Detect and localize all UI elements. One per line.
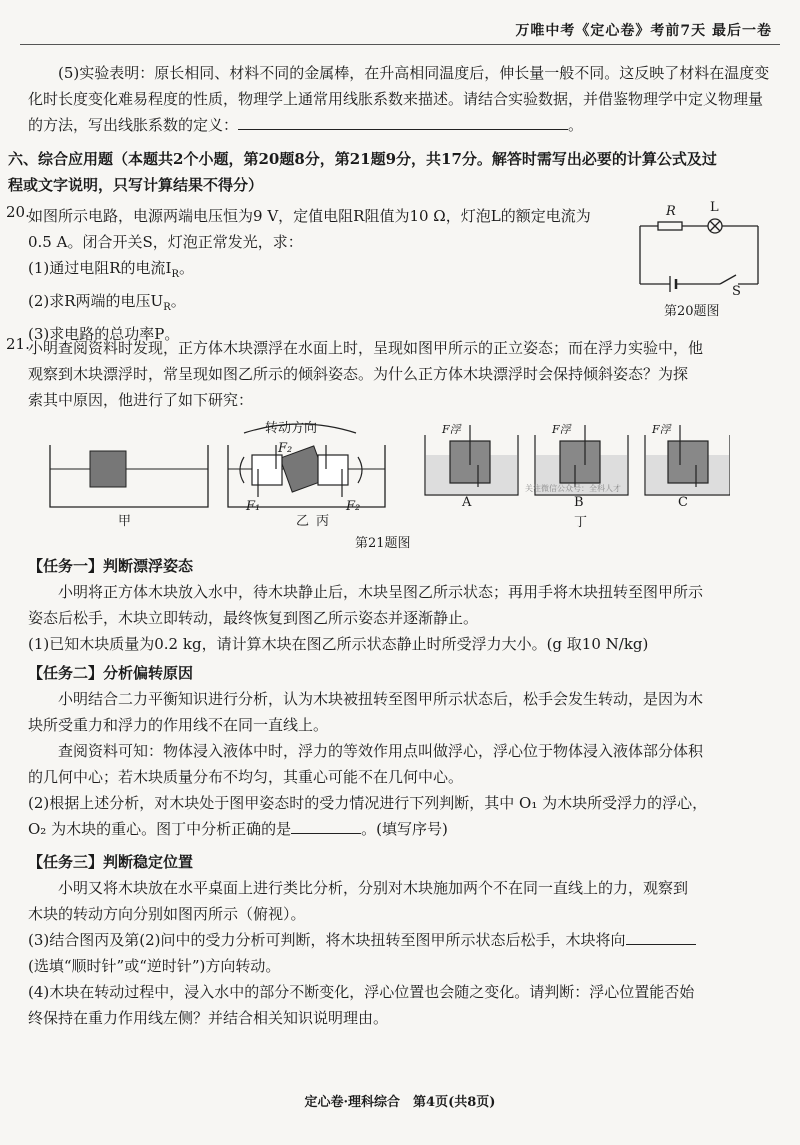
task3-title: 【任务三】判断稳定位置 [28, 853, 194, 871]
q19-part5-text: (5)实验表明：原长相同、材料不同的金属棒，在升高相同温度后，伸长量一般不同。这反映了材料在温度变化时长度变化难易程度的性质，物理学上通常用线胀系数来描述。请结合实验数据，并借鉴物理学中定义物理量的方法，写出线胀系数的定义： [28, 64, 770, 134]
q19-part5-end: 。 [568, 116, 584, 134]
watermark: 关注微信公众号：全科人才 [525, 484, 621, 493]
task2-title: 【任务二】分析偏转原因 [28, 664, 194, 682]
q20-line1: 如图所示电路，电源两端电压恒为9 V，定值电阻R阻值为10 Ω，灯泡L的额定电流为 [28, 207, 591, 225]
q21-line1: 小明查阅资料时发现，正方体木块漂浮在水面上时，呈现如图甲所示的正立姿态；而在浮力实验中，他 [28, 339, 704, 357]
page-header: 万唯中考《定心卷》考前7天 最后一卷 [515, 23, 772, 39]
q20-number: 20. [6, 203, 30, 221]
task2-q2b: O₂ 为木块的重心。图丁中分析正确的是 。(填写序号) [28, 816, 776, 842]
label-A: A [462, 495, 472, 510]
label-F-buoy-A: F浮 [442, 423, 461, 436]
q20-caption: 第20题图 [664, 304, 720, 319]
task1-p2: 姿态后松手，木块立即转动，最终恢复到图乙所示姿态并逐渐静止。 [28, 609, 479, 627]
q19-part5 [28, 60, 776, 138]
task2-answer-blank[interactable] [291, 817, 361, 834]
resistor-R [658, 222, 682, 230]
label-F-buoy-B: F浮 [552, 423, 571, 436]
label-ding: 丁 [574, 515, 588, 530]
header-divider [20, 44, 780, 45]
beaker-jia [50, 445, 208, 507]
label-C: C [678, 495, 688, 510]
switch-S [720, 275, 736, 284]
q21-caption: 第21题图 [355, 536, 411, 551]
task3-p1: 小明又将木块放在水平桌面上进行类比分析，分别对木块施加两个不在同一直线上的力，观察到 [58, 879, 689, 897]
task2-q2a: (2)根据上述分析，对木块处于图甲姿态时的受力情况进行下列判断，其中 O₁ 为木块所受浮力的浮心， [28, 794, 708, 812]
beaker-A [425, 425, 518, 495]
task3-q4b: 终保持在重力作用线左侧？并结合相关知识说明理由。 [28, 1009, 389, 1027]
label-F-buoy-C: F浮 [652, 423, 671, 436]
label-rotation-direction: 转动方向 [265, 421, 318, 436]
label-F2: F₂ [278, 441, 293, 456]
label-R: R [666, 204, 676, 219]
label-F1: F₁ [246, 499, 261, 514]
task2-p3: 查阅资料可知：物体浸入液体中时，浮力的等效作用点叫做浮心，浮心位于物体浸入液体部分体积 [58, 742, 704, 760]
q20-sub2: (2)求R两端的电压$U_R$。 [28, 292, 186, 313]
label-F2-right: F₂ [346, 499, 361, 514]
q20-line2: 0.5 A。闭合开关S，灯泡正常发光，求： [28, 233, 303, 251]
q20-sub1: (1)通过电阻R的电流$I_R$。 [28, 259, 195, 280]
label-B: B [574, 495, 584, 510]
task2-p1: 小明结合二力平衡知识进行分析，认为木块被扭转至图甲所示状态后，松手会发生转动，是因为木 [58, 690, 704, 708]
q21-line3: 索其中原因，他进行了如下研究： [28, 391, 254, 409]
section6-line1: 六、综合应用题（本题共2个小题，第20题8分，第21题9分，共17分。解答时需写出必要的计算公式及过 [8, 150, 717, 168]
section6-heading [8, 146, 776, 198]
label-S: S [732, 284, 741, 299]
task1 [28, 553, 776, 657]
label-L: L [710, 200, 719, 215]
q21-number: 21. [6, 335, 30, 353]
task1-p1: 小明将正方体木块放入水中，待木块静止后，木块呈图乙所示状态；再用手将木块扭转至图甲所示 [58, 583, 704, 601]
label-bing: 丙 [316, 514, 330, 529]
q20-circuit-figure [630, 200, 770, 300]
task3-q3b: (选填“顺时针”或“逆时针”)方向转动。 [28, 957, 281, 975]
page-footer: 定心卷·理科综合 第4页(共8页) [304, 1095, 496, 1110]
section6-line2: 程或文字说明，只写计算结果不得分） [8, 176, 264, 194]
task3-answer-blank[interactable] [626, 928, 696, 945]
q21-line2: 观察到木块漂浮时，常呈现如图乙所示的倾斜姿态。为什么正方体木块漂浮时会保持倾斜姿态？为探 [28, 365, 689, 383]
label-jia: 甲 [118, 514, 132, 529]
q20-sub3: (3)求电路的总功率P。 [28, 325, 180, 343]
q19-part5-answer-blank[interactable] [238, 113, 568, 130]
label-yi: 乙 [296, 514, 310, 529]
task3-q3a: (3)结合图丙及第(2)问中的受力分析可判断，将木块扭转至图甲所示状态后松手，木块将向 [28, 927, 776, 953]
task2-p4: 的几何中心；若木块质量分布不均匀，其重心可能不在几何中心。 [28, 768, 464, 786]
task2 [28, 660, 776, 842]
task1-title: 【任务一】判断漂浮姿态 [28, 557, 194, 575]
task2-p2: 块所受重力和浮力的作用线不在同一直线上。 [28, 716, 329, 734]
q20-stem [28, 203, 620, 347]
q21-figure [30, 415, 730, 530]
q21-stem [28, 335, 776, 413]
task1-q1: (1)已知木块质量为0.2 kg，请计算木块在图乙所示状态静止时所受浮力大小。(g 取10 N/kg) [28, 635, 649, 653]
task3-p2: 木块的转动方向分别如图丙所示（俯视）。 [28, 905, 306, 923]
task3-q4a: (4)木块在转动过程中，浸入水中的部分不断变化，浮心位置也会随之变化。请判断：浮心位置能否始 [28, 983, 695, 1001]
task3 [28, 849, 776, 1031]
